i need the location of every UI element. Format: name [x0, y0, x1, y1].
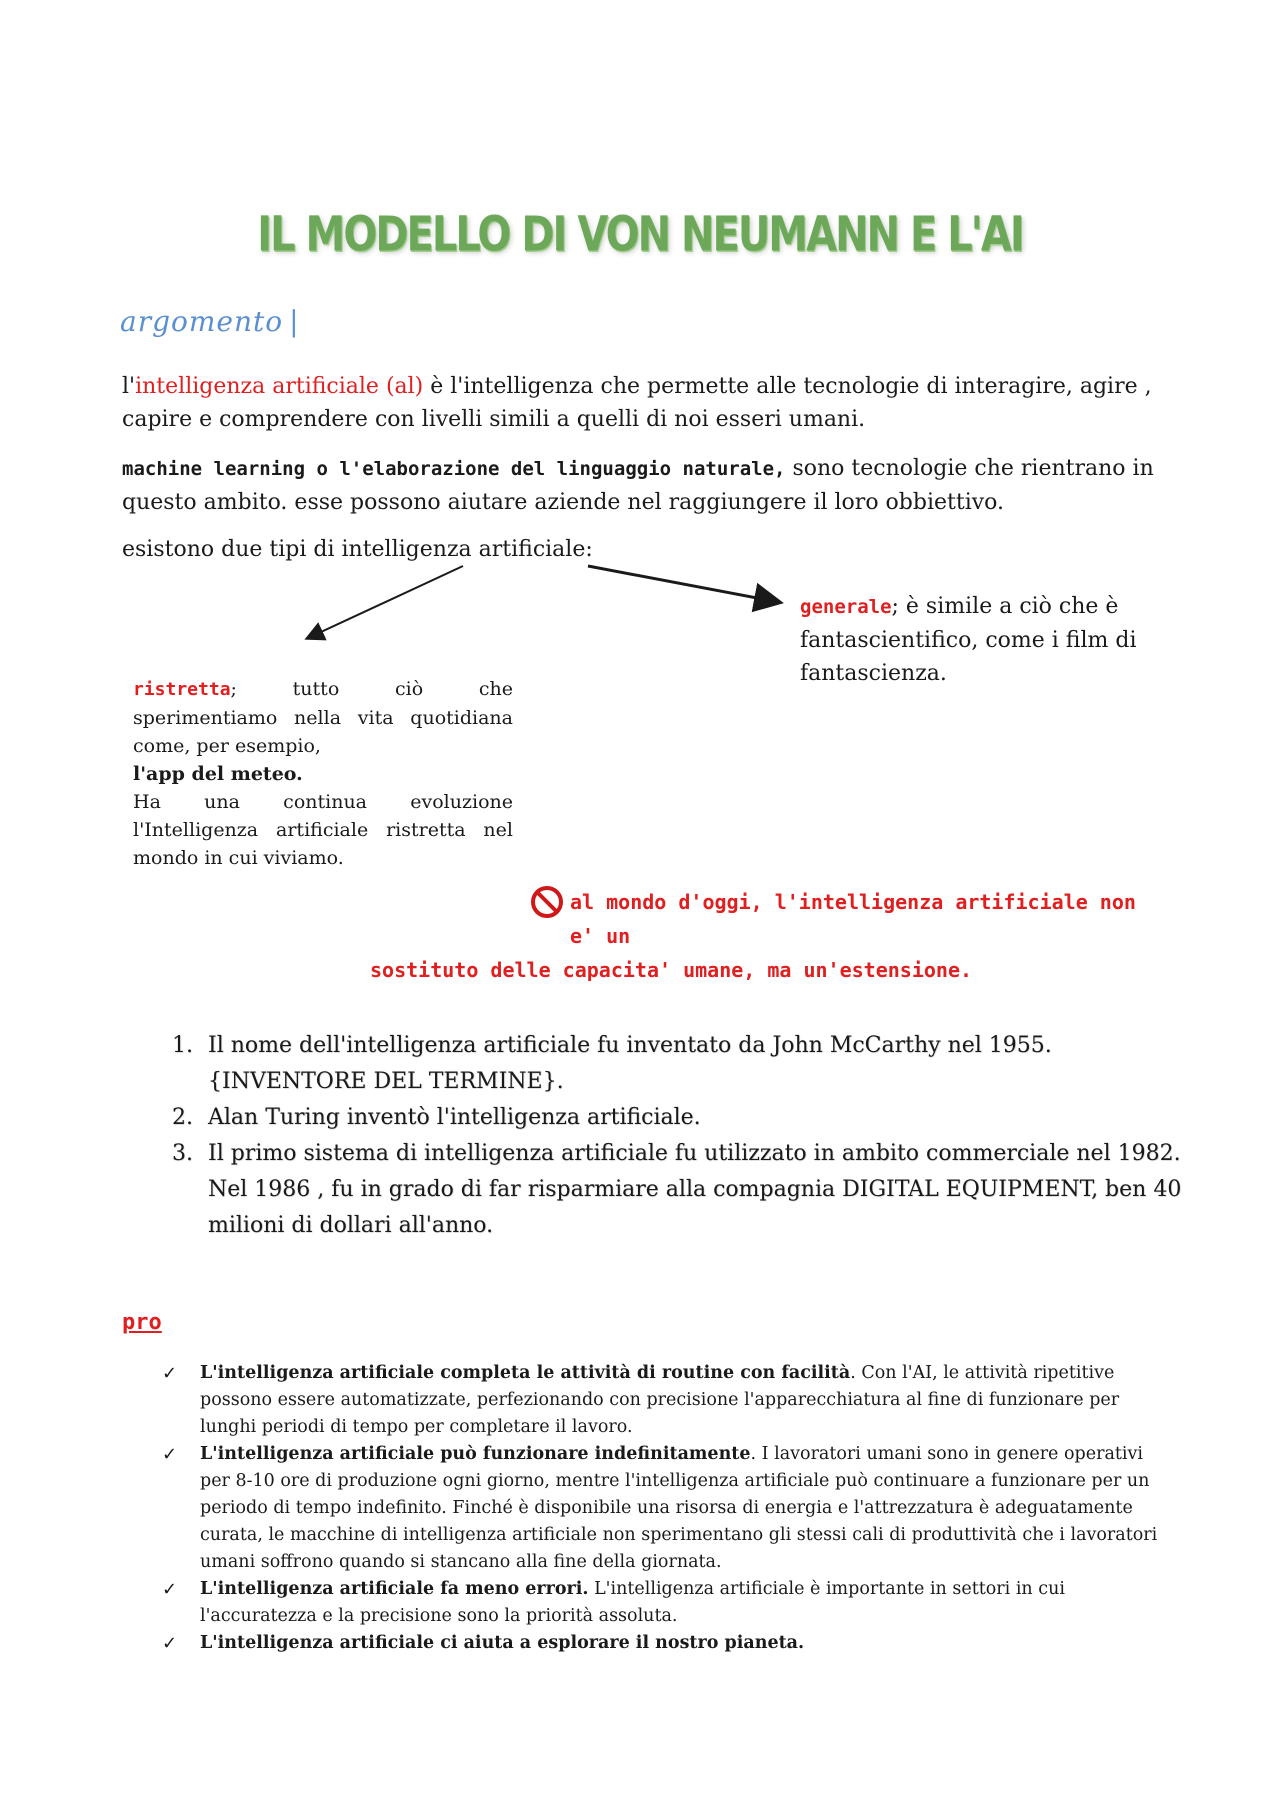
ristretta-text: ; tutto ciò che sperimentiamo nella vita quotidiana come, per esempio, [133, 678, 513, 757]
pro-item-text: . I lavoratori umani sono in genere operativi per 8-10 ore di produzione ogni giorno, mentre l'intelligenza artificiale può continuare a funzionare per un periodo di tempo indefinito. Finché è disponibile una risorsa di energia e l'attrezzatura è adeguatamente curata, le macchine di intelligenza artificiale non sperimentano gli stessi cali di produttività che i lavoratori umani soffrono quando si stancano alla fine della giornata. [200, 1444, 1158, 1572]
pros-list [160, 1360, 1170, 1657]
check-icon: ✓ [162, 1363, 178, 1384]
warning-line-1: al mondo d'oggi, l'intelligenza artificiale non e' un [570, 890, 1136, 948]
warning-note [370, 885, 1150, 987]
pro-item-text: L'intelligenza artificiale è importante in settori in cui l'accuratezza e la precisione sono la priorità assoluta. [200, 1579, 1065, 1626]
pro-item-title: L'intelligenza artificiale fa meno errori. [200, 1579, 589, 1599]
check-icon: ✓ [162, 1579, 178, 1600]
check-icon: ✓ [162, 1444, 178, 1465]
pro-item [160, 1360, 1170, 1441]
ristretta-example: l'app del meteo. [133, 763, 303, 785]
generale-marker: generale [800, 596, 892, 618]
ristretta-description [133, 675, 513, 872]
fact-item: 2. Alan Turing inventò l'intelligenza artificiale. [200, 1100, 1210, 1136]
generale-description [800, 590, 1160, 690]
section-label-text: argomento [120, 305, 284, 338]
pro-item-title: L'intelligenza artificiale può funzionare indefinitamente [200, 1444, 751, 1464]
intro-prefix: l' [122, 374, 136, 399]
generale-text: ; è simile a ciò che è fantascientifico, come i film di fantascienza. [800, 594, 1137, 686]
ml-rest: sono tecnologie che rientrano in questo ambito. esse possono aiutare aziende nel raggiungere il loro obbiettivo. [122, 456, 1154, 515]
ristretta-marker: ristretta [133, 679, 231, 700]
pro-item [160, 1576, 1170, 1630]
types-intro: esistono due tipi di intelligenza artificiale: [122, 537, 593, 562]
arrow-to-ristretta [308, 566, 463, 638]
pro-item [160, 1441, 1170, 1576]
arrow-to-generale [588, 566, 778, 602]
prohibited-icon [530, 885, 564, 919]
fact-item: 3. Il primo sistema di intelligenza artificiale fu utilizzato in ambito commerciale nel 1982. Nel 1986 , fu in grado di far risparmiare alla compagnia DIGITAL EQUIPMENT, ben 40 milioni di dollari all'anno. [200, 1136, 1210, 1244]
ristretta-evolution: Ha una continua evoluzione l'Intelligenza artificiale ristretta nel mondo in cui viviamo. [133, 791, 513, 869]
pro-item [160, 1630, 1170, 1657]
warning-line-2: sostituto delle capacita' umane, ma un'estensione. [370, 958, 973, 982]
intro-term: intelligenza artificiale (al) [135, 374, 424, 399]
pro-item-title: L'intelligenza artificiale ci aiuta a esplorare il nostro pianeta. [200, 1633, 805, 1653]
check-icon: ✓ [162, 1633, 178, 1654]
ml-marker: machine learning o l'elaborazione del linguaggio naturale, [122, 458, 786, 480]
section-label-bar: | [289, 305, 300, 338]
facts-list [155, 1028, 1210, 1244]
pro-item-title: L'intelligenza artificiale completa le attività di routine con facilità [200, 1363, 851, 1383]
fact-item: 1. Il nome dell'intelligenza artificiale fu inventato da John McCarthy nel 1955. {INVENTORE DEL TERMINE}. [200, 1028, 1210, 1100]
pro-item-text: . Con l'AI, le attività ripetitive possono essere automatizzate, perfezionando con precisione l'apparecchiatura al fine di funzionare per lunghi periodi di tempo per completare il lavoro. [200, 1363, 1120, 1437]
page-title: IL MODELLO DI VON NEUMANN E L'AI [257, 207, 1023, 263]
intro-rest: è l'intelligenza che permette alle tecnologie di interagire, agire , capire e comprendere con livelli simili a quelli di noi esseri umani. [122, 374, 1152, 432]
pro-heading: pro [122, 1310, 162, 1335]
